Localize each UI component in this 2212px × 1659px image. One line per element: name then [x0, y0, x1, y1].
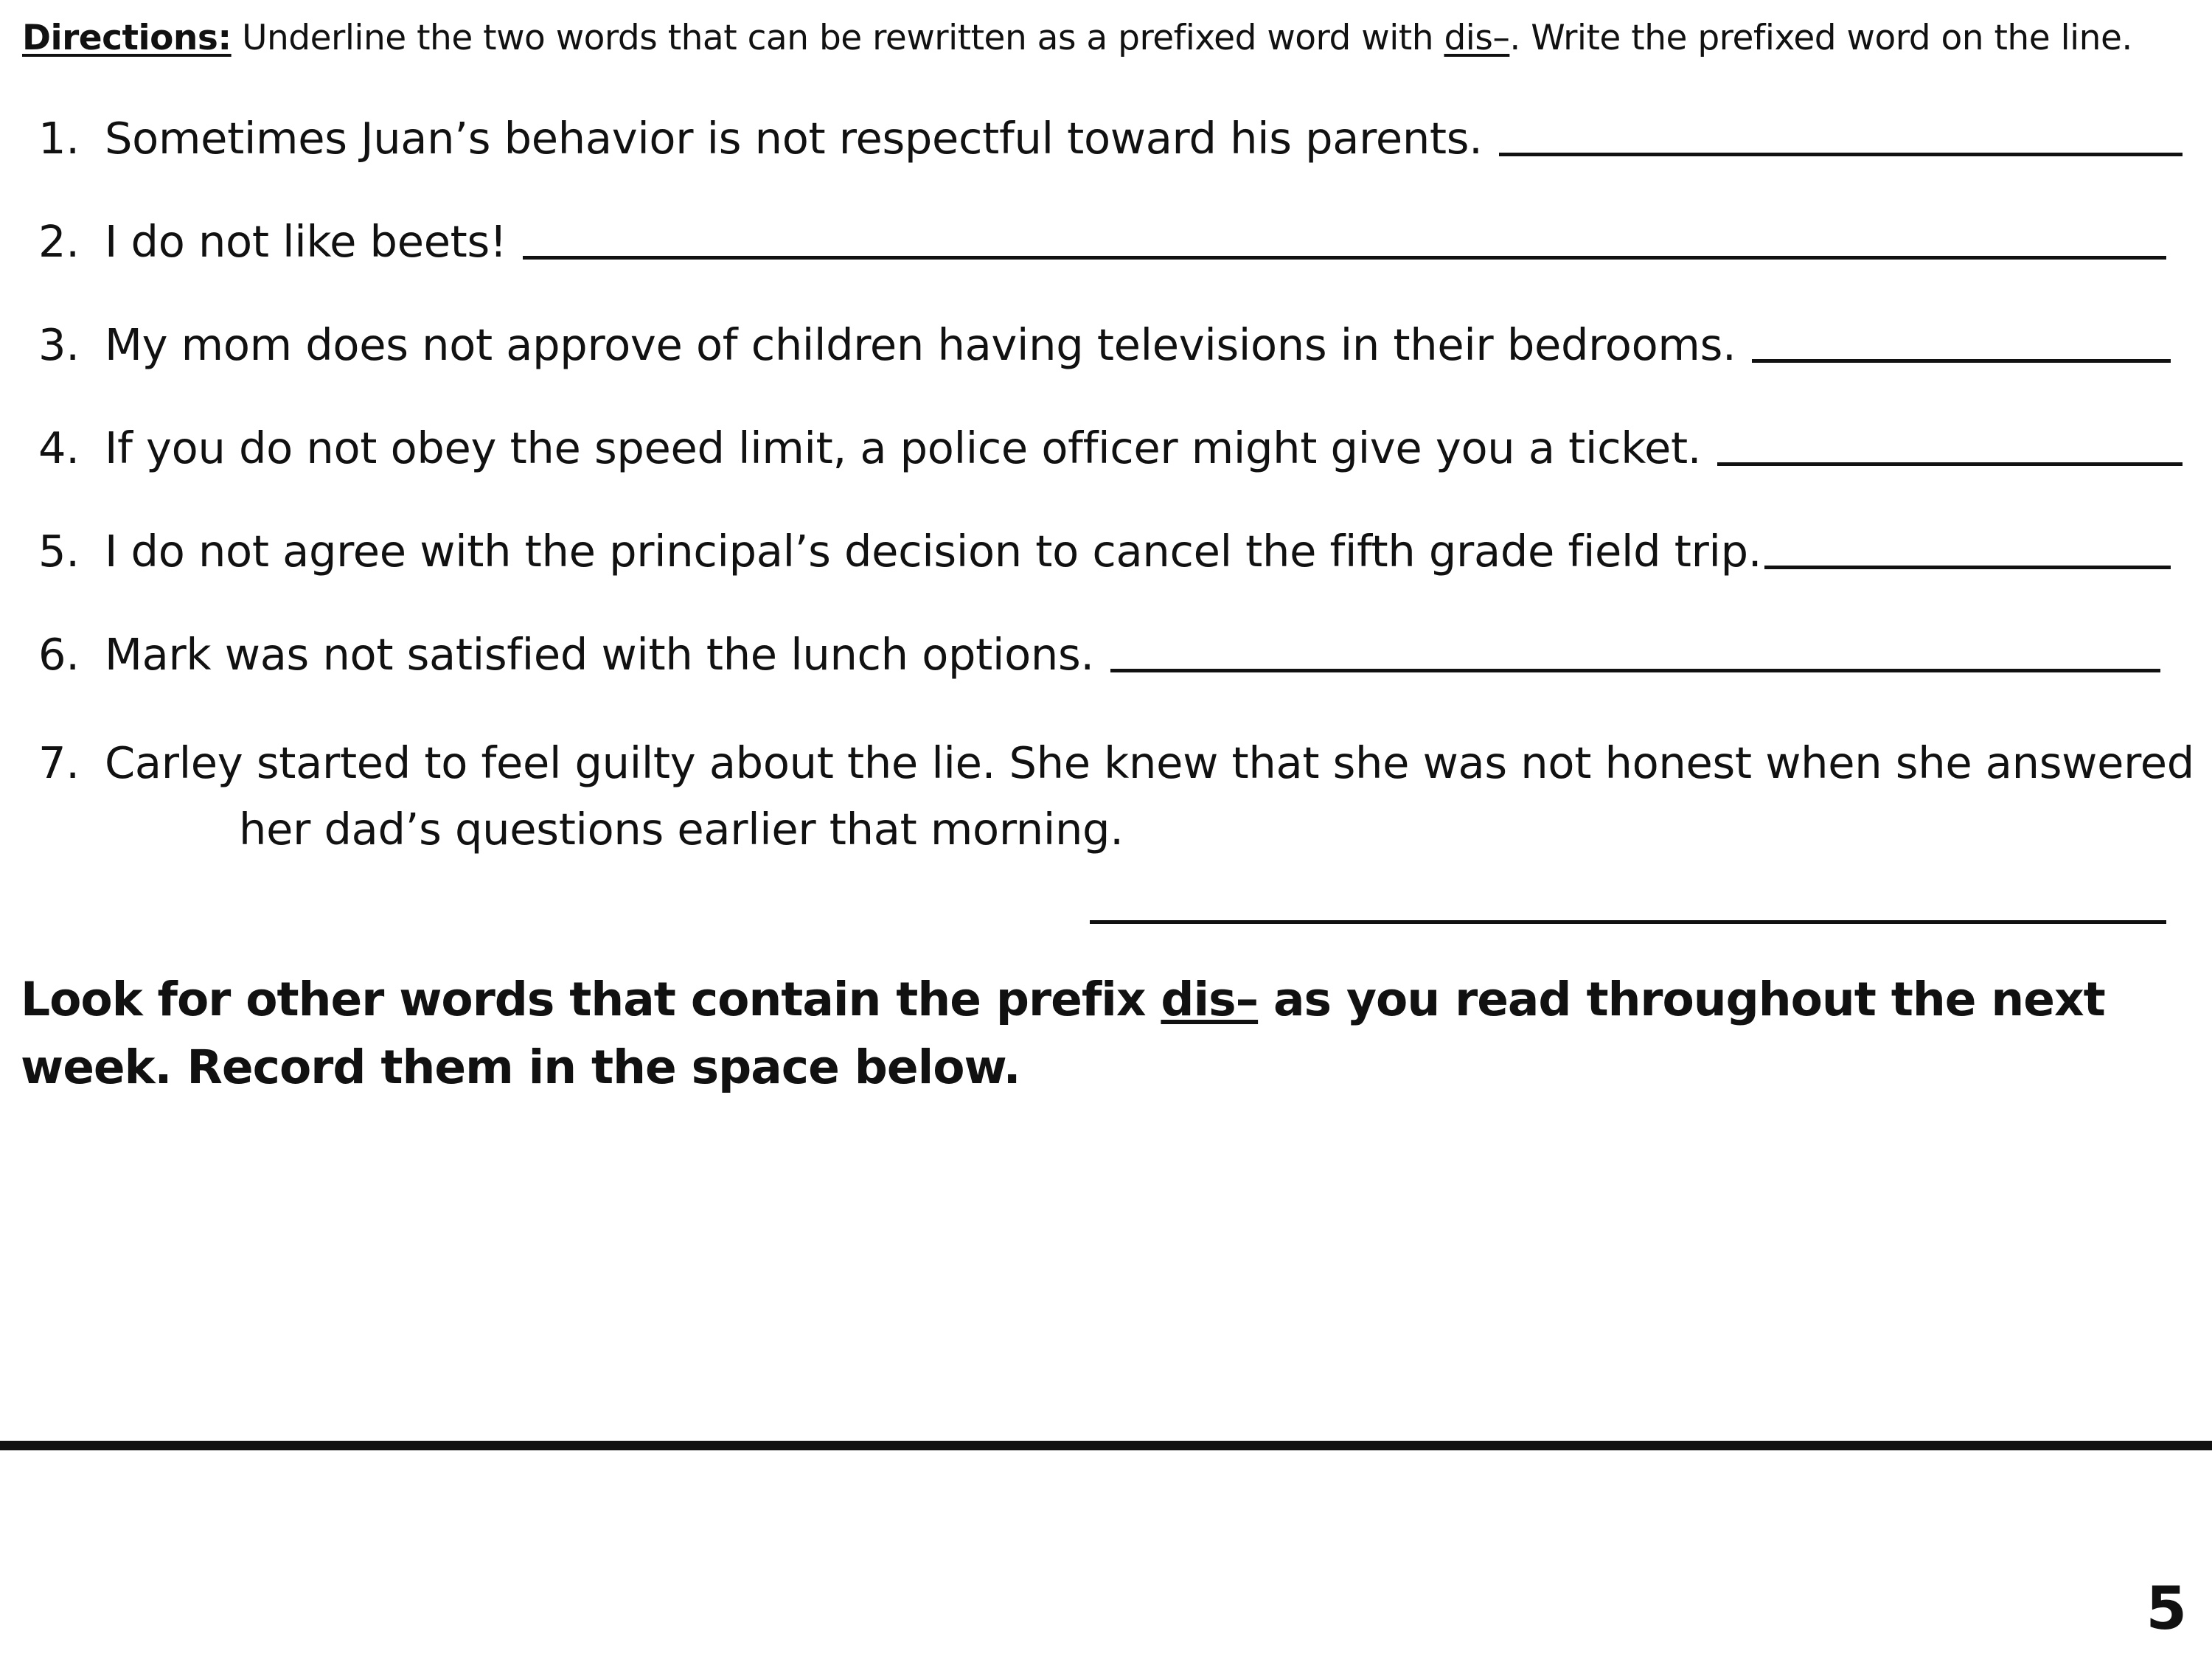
answer-line[interactable]	[523, 256, 2166, 260]
question-3	[38, 310, 2183, 370]
question-number: 2.	[38, 216, 80, 267]
question-number: 6.	[38, 629, 80, 680]
page-number: 5	[2146, 1574, 2187, 1643]
question-4	[38, 413, 2183, 473]
answer-line[interactable]	[1764, 566, 2171, 569]
question-text: I do not like beets!	[105, 216, 507, 267]
question-text: Sometimes Juan’s behavior is not respectful toward his parents.	[105, 113, 1483, 164]
question-5	[38, 516, 2183, 577]
question-text-line2: her dad’s questions earlier that morning.	[239, 804, 1124, 855]
answer-line[interactable]	[1717, 462, 2183, 466]
question-text: My mom does not approve of children having televisions in their bedrooms.	[105, 319, 1736, 370]
question-number: 5.	[38, 526, 80, 577]
question-text: If you do not obey the speed limit, a police officer might give you a ticket.	[105, 422, 1702, 473]
question-text: Mark was not satisfied with the lunch options.	[105, 629, 1094, 680]
look-text-before: Look for other words that contain the prefix	[21, 973, 1161, 1026]
directions	[22, 16, 2132, 60]
directions-prefix: dis–	[1444, 18, 1510, 58]
divider-rule	[0, 1441, 2212, 1450]
answer-line[interactable]	[1090, 920, 2166, 924]
directions-text-before: Underline the two words that can be rewritten as a prefixed word with	[231, 18, 1444, 58]
question-7	[38, 730, 2194, 863]
answer-line[interactable]	[1752, 359, 2171, 363]
question-text: I do not agree with the principal’s decision to cancel the fifth grade field trip.	[105, 526, 1762, 577]
question-number: 1.	[38, 113, 80, 164]
look-prefix: dis–	[1161, 973, 1259, 1026]
answer-line[interactable]	[1110, 669, 2160, 672]
look-text-after: as you read throughout the next week. Record them in the space below.	[21, 973, 2105, 1094]
answer-line[interactable]	[1499, 153, 2183, 156]
question-number: 7.	[38, 737, 80, 788]
directions-label: Directions:	[22, 18, 232, 58]
question-number: 3.	[38, 319, 80, 370]
question-6	[38, 619, 2183, 680]
question-text-line1: Carley started to feel guilty about the lie. She knew that she was not honest when she answered	[105, 737, 2194, 788]
question-number: 4.	[38, 422, 80, 473]
question-2	[38, 206, 2183, 267]
question-1	[38, 103, 2183, 164]
look-for-prompt	[21, 966, 2188, 1102]
directions-text-after: . Write the prefixed word on the line.	[1509, 18, 2132, 58]
